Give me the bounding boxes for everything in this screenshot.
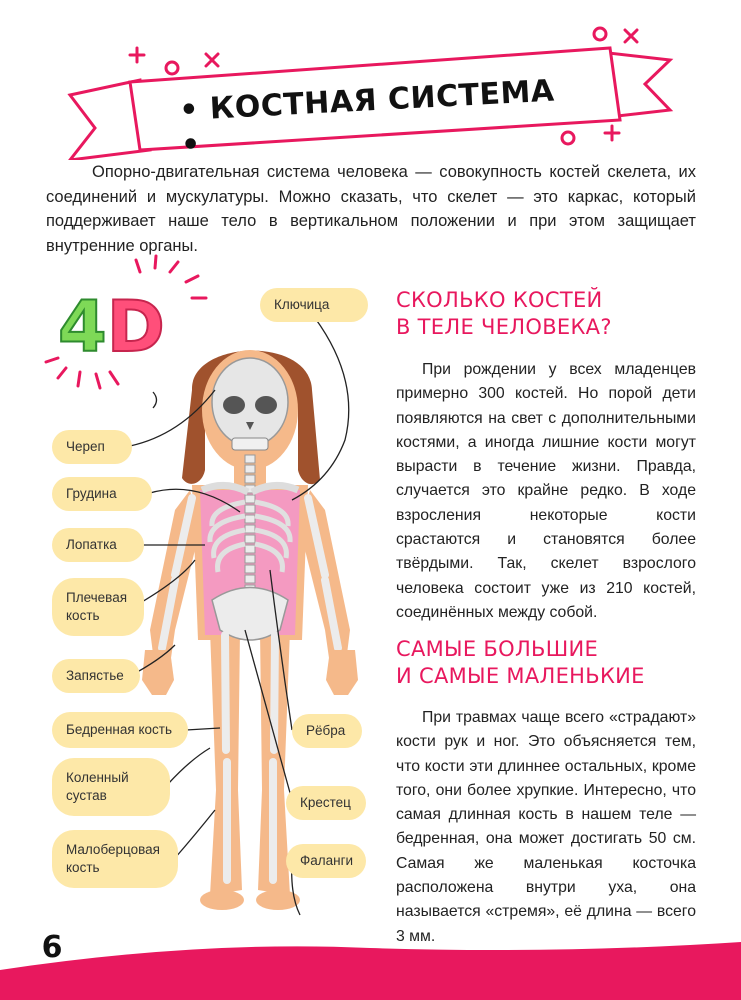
label-scapula: Лопатка (52, 528, 144, 562)
section1-heading-line1: СКОЛЬКО КОСТЕЙ (396, 288, 603, 312)
label-knee: Коленный сустав (52, 758, 170, 816)
label-humerus: Плечевая кость (52, 578, 144, 636)
section2-heading-line2: И САМЫЕ МАЛЕНЬКИЕ (396, 664, 645, 688)
label-ribs: Рёбра (292, 714, 362, 748)
section2-heading-line1: САМЫЕ БОЛЬШИЕ (396, 637, 599, 661)
section2-text: При травмах чаще всего «страдают» кости рук и ног. Это объясняется тем, что кости эти длиннее остальных, кроме того, они более хрупкие. Интересно, что самая длинная кость в нашем теле — бедренная, она может достигать 50 см. Самая же маленькая косточка расположена внутри уха, она называется «стремя», её длина — всего 3 мм. (396, 709, 696, 945)
label-femur: Бедренная кость (52, 712, 188, 748)
section1-heading-line2: В ТЕЛЕ ЧЕЛОВЕКА? (396, 315, 612, 339)
page-number: 6 (41, 929, 63, 965)
label-sacrum: Крестец (286, 786, 366, 820)
label-fibula: Малоберцовая кость (52, 830, 178, 888)
section1-text: При рождении у всех младенцев примерно 300 костей. Но порой дети появляются на свет с дополнительными костями, а иногда лишние кости могут вырасти в течение жизни. Правда, случается это крайне редко. В ходе взросления некоторые кости срастаются и становятся более твёрдыми. Так, скелет взрослого человека состоит уже из 210 костей, соединённых между собой. (396, 361, 696, 621)
bottom-band (0, 940, 741, 1000)
logo-4: 4 (58, 286, 107, 368)
section2-heading (396, 636, 645, 690)
label-wrist: Запястье (52, 659, 140, 693)
logo-d: D (106, 286, 165, 368)
page-title: • КОСТНАЯ СИСТЕМА • (178, 73, 556, 164)
label-clavicle: Ключица (260, 288, 368, 322)
label-skull: Череп (52, 430, 132, 464)
section1-heading (396, 287, 612, 341)
label-phalanges: Фаланги (286, 844, 366, 878)
label-sternum: Грудина (52, 477, 152, 511)
intro-paragraph: Опорно-двигательная система человека — совокупность костей скелета, их соединений и мускулатуры. Можно сказать, что скелет — это каркас, который поддерживает наше тело в вертикальном положении и при этом защищает внутренние органы. (46, 163, 696, 255)
